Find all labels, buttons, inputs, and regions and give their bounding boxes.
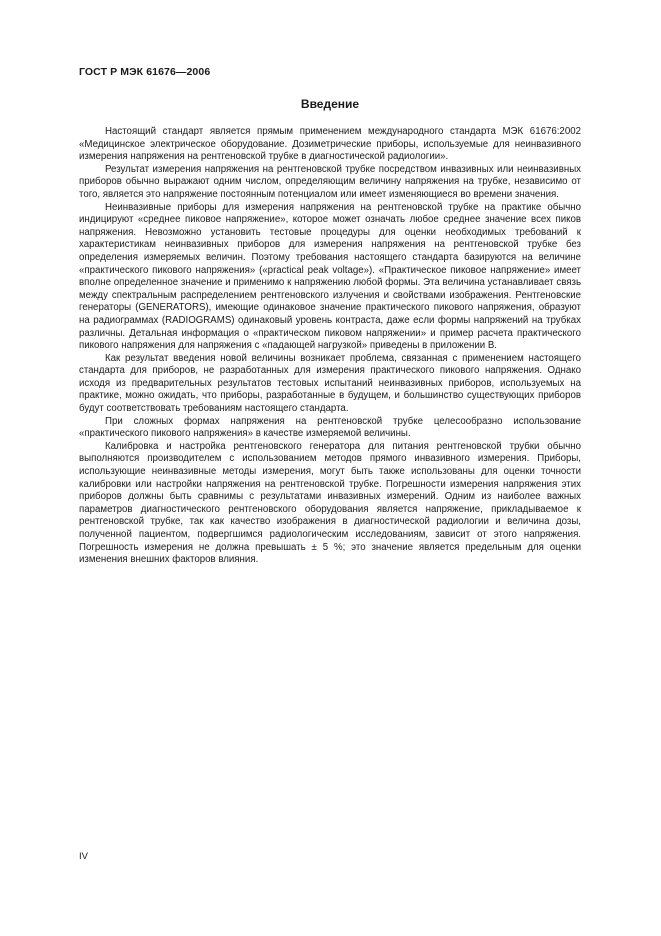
page-number: IV [79,851,88,862]
document-header: ГОСТ Р МЭК 61676—2006 [79,66,211,78]
paragraph: Настоящий стандарт является прямым применением международного стандарта МЭК 61676:2002 «Медицинское электрическое оборудование. Дозиметрические приборы, используемые для неинвазивного измерения напряжения на рентгеновской трубке в диагностической радиологии». [79,126,581,163]
paragraph: Как результат введения новой величины возникает проблема, связанная с применением настоящего стандарта для приборов, не разработанных для измерения практического пикового напряжения. Однако исходя из предварительных результатов тестовых испытаний неинвазивных приборов, используемых на практике, можно ожидать, что приборы, разработанные в будущем, и большинство существующих приборов будут соответствовать требованиям настоящего стандарта. [79,352,581,415]
paragraph: При сложных формах напряжения на рентгеновской трубке целесообразно использование «практического пикового напряжения» в качестве измеряемой величины. [79,415,581,440]
paragraph: Неинвазивные приборы для измерения напряжения на рентгеновской трубке на практике обычно индицируют «среднее пиковое напряжение», которое может означать любое среднее значение всех пиков напряжения. Невозможно установить тестовые процедуры для оценки необходимых требований к характеристикам неинвазивных приборов для измерения напряжения на рентгеновской трубке без определения измеряемых величин. Поэтому требования настоящего стандарта базируются на величине «практического пикового напряжения» («practical peak voltage»). «Практическое пиковое напряжение» имеет вполне определенное значение и применимо к напряжению любой формы. Эта величина устанавливает связь между спектральным распределением рентгеновского излучения и свойствами изображения. Рентгеновские генераторы (GENERATORS), имеющие одинаковое значение практического пикового напряжения, образуют на радиограммах (RADIOGRAMS) одинаковый уровень контраста, даже если формы напряжений на трубках различны. Детальная информация о «практическом пиковом напряжении» и пример расчета практического пикового напряжения для напряжения с «падающей нагрузкой» приведены в приложении В. [79,201,581,352]
section-body [79,126,581,567]
paragraph: Калибровка и настройка рентгеновского генератора для питания рентгеновской трубки обычно выполняются производителем с использованием методов прямого инвазивного измерения. Приборы, использующие неинвазивные методы измерения, могут быть также использованы для оценки точности калибровки или настройки напряжения на рентгеновской трубке. Погрешности измерения напряжения этих приборов должны быть сравнимы с результатами инвазивных измерений. Одним из наиболее важных параметров диагностического рентгеновского оборудования является напряжение, прикладываемое к рентгеновской трубке, так как качество изображения в диагностической радиологии и величина дозы, полученной пациентом, подвергшимся радиологическим исследованиям, зависит от этого напряжения. Погрешность измерения не должна превышать ± 5 %; это значение является предельным для оценки изменения внешних факторов влияния. [79,440,581,566]
paragraph: Результат измерения напряжения на рентгеновской трубке посредством инвазивных или неинвазивных приборов обычно выражают одним числом, определяющим величину напряжения на трубке, независимо от того, является это напряжение постоянным потенциалом или имеет изменяющиеся во времени значения. [79,163,581,200]
section-title: Введение [300,97,360,111]
